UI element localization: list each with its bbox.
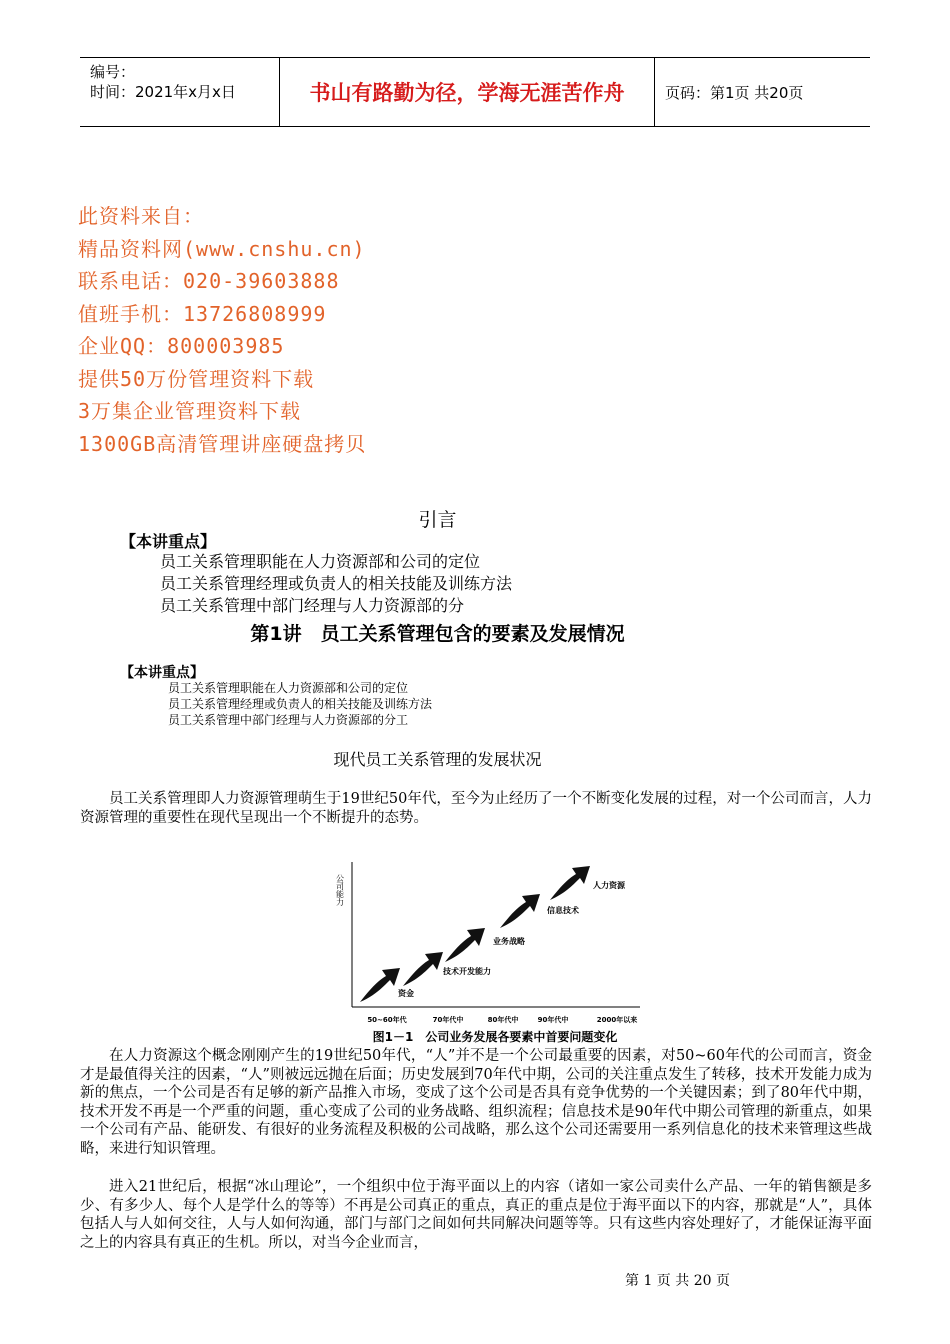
- list-item: 员工关系管理中部门经理与人力资源部的分工: [168, 713, 409, 727]
- list-item: 员工关系管理职能在人力资源部和公司的定位: [168, 681, 409, 695]
- intro-key-label: 【本讲重点】: [120, 532, 217, 551]
- point-label: 业务战略: [493, 937, 525, 946]
- ad-line: 企业QQ：800003985: [78, 334, 285, 358]
- header-meta: [80, 58, 280, 126]
- header-slogan: 书山有路勤为径，学海无涯苦作舟: [280, 58, 655, 126]
- point-label: 资金: [398, 989, 414, 998]
- list-item: 员工关系管理经理或负责人的相关技能及训练方法: [168, 697, 433, 711]
- y-label: 公司能力: [335, 874, 345, 906]
- growth-arrow: [550, 866, 590, 900]
- lecture-title: 第1讲 员工关系管理包含的要素及发展情况: [250, 623, 625, 645]
- paragraph: 员工关系管理即人力资源管理萌生于19世纪50年代，至今为止经历了一个不断变化发展的过程，对一个公司而言，人力资源管理的重要性在现代呈现出一个不断提升的态势。: [80, 791, 872, 826]
- time-label: 时间：2021年x月x日: [90, 83, 236, 101]
- x-tick-label: 70年代中: [432, 1016, 464, 1024]
- label-group: [398, 880, 626, 998]
- paragraph: 在人力资源这个概念刚刚产生的19世纪50年代，“人”并不是一个公司最重要的因素，对50~60年代的公司而言，资金才是最值得关注的因素，“人”则被远远抛在后面；历史发展到70年代中期，公司的关注重点发生了转移，技术开发能力成为新的焦点，一个公司是否有足够的新产品推入市场，变成了这个公司是否具有竞争优势的一个关键因素；到了80年代中期，技术开发不再是一个严重的问题，重心变成了公司的业务战略、组织流程；信息技术是90年代中期公司管理的新重点，如果一个公司有产品、能研发、有很好的业务流程及积极的公司战略，那么这个公司还需要用一系列信息化的技术来管理这些战略，来进行知识管理。: [80, 1048, 872, 1157]
- footer-page: 第 1 页 共 20 页: [625, 1273, 730, 1289]
- x-tick-label: 80年代中: [487, 1016, 519, 1024]
- list-item: 员工关系管理职能在人力资源部和公司的定位: [160, 552, 481, 571]
- point-label: 技术开发能力: [443, 967, 491, 976]
- figure: [335, 862, 645, 1027]
- ad-line: 3万集企业管理资料下载: [78, 399, 302, 423]
- lecture-key-items: [168, 680, 432, 728]
- point-label: 信息技术: [547, 906, 579, 915]
- growth-arrow: [360, 968, 400, 1002]
- ad-line: 1300GB高清管理讲座硬盘拷贝: [78, 431, 367, 456]
- growth-arrow: [500, 894, 540, 928]
- ad-line: 此资料来自：: [78, 204, 204, 228]
- figure-caption: 图1－1 公司业务发展各要素中首要问题变化: [372, 1030, 618, 1044]
- lecture-key-label: 【本讲重点】: [120, 665, 204, 681]
- intro-key-items: [160, 551, 512, 617]
- xlabel-group: [367, 1015, 637, 1024]
- x-tick-label: 2000年以来: [596, 1016, 638, 1024]
- list-item: 员工关系管理中部门经理与人力资源部的分: [160, 596, 465, 615]
- growth-arrow: [445, 928, 485, 962]
- ad-block: [78, 200, 366, 460]
- number-label: 编号：: [90, 63, 136, 81]
- section-title: 现代员工关系管理的发展状况: [333, 750, 542, 769]
- header-page-label: 页码：第1页 共20页: [665, 83, 804, 102]
- arrow-group: [360, 866, 590, 1002]
- growth-arrow: [403, 952, 443, 986]
- x-tick-label: 50~60年代: [367, 1016, 407, 1024]
- list-item: 员工关系管理经理或负责人的相关技能及训练方法: [160, 574, 513, 593]
- x-tick-label: 90年代中: [537, 1016, 569, 1024]
- ad-line: 联系电话：020-39603888: [78, 269, 340, 293]
- ad-line: 提供50万份管理资料下载: [78, 366, 315, 391]
- intro-title: 引言: [418, 509, 457, 531]
- header-table: [80, 57, 870, 127]
- ad-line: 值班手机：13726808999: [78, 301, 327, 326]
- ad-line-website[interactable]: 精品资料网(www.cnshu.cn): [78, 236, 366, 261]
- paragraph: 进入21世纪后，根据“冰山理论”，一个组织中位于海平面以上的内容（诸如一家公司卖什么产品、一年的销售额是多少、有多少人、每个人是学什么的等等）不再是公司真正的重点，真正的重点是位于海平面以下的内容，那就是“人”，具体包括人与人如何交往，人与人如何沟通，部门与部门之间如何共同解决问题等等。只有这些内容处理好了，才能保证海平面之上的内容具有真正的生机。所以，对当今企业而言，: [80, 1179, 872, 1251]
- point-label: 人力资源: [593, 881, 625, 890]
